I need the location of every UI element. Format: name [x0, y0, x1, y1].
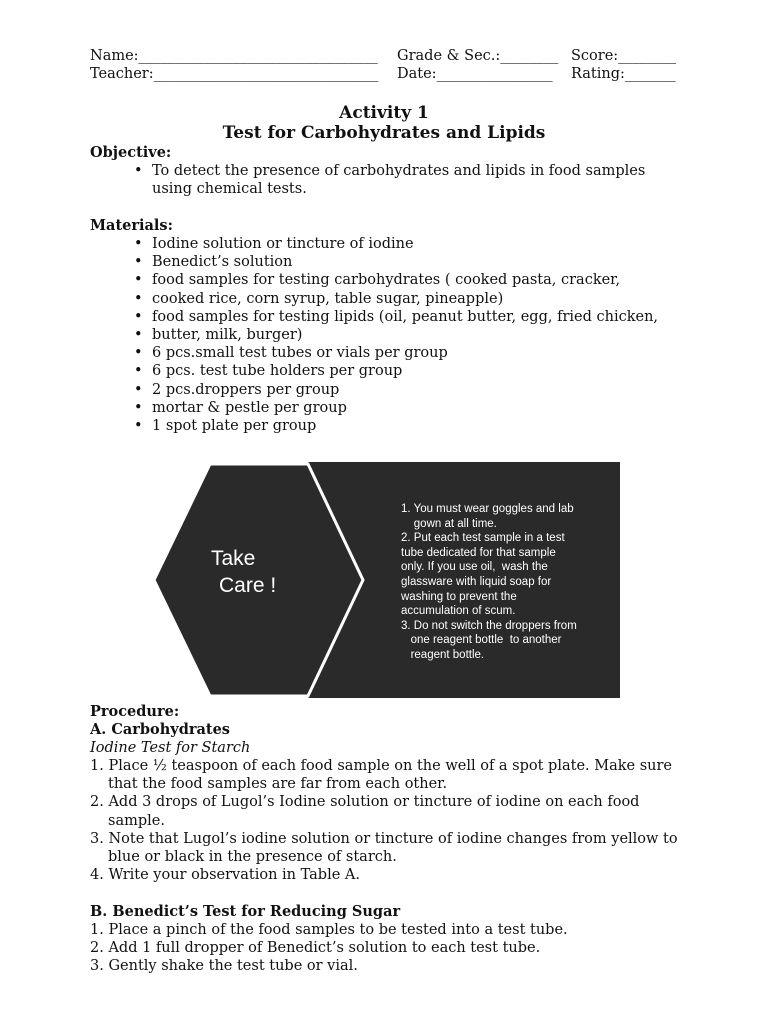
materials-bullet: •: [134, 254, 143, 271]
safety-note-line: glassware with liquid soap for: [401, 576, 552, 588]
materials-bullet: •: [134, 236, 143, 252]
materials-bullet: •: [134, 272, 143, 289]
materials-bullet: •: [134, 363, 143, 380]
procedure-step-line: 3. Gently shake the test tube or vial.: [90, 958, 358, 975]
procedure-step-line: blue or black in the presence of starch.: [108, 849, 397, 865]
safety-note-line: accumulation of scum.: [401, 605, 516, 618]
materials-bullet: •: [134, 327, 143, 343]
materials-bullet: •: [134, 418, 143, 434]
materials-heading: Materials:: [90, 217, 173, 234]
activity-title: Activity 1: [339, 103, 429, 123]
materials-item: food samples for testing carbohydrates ( cooked pasta, cracker,: [152, 272, 621, 289]
score-field[interactable]: Score:________: [571, 48, 677, 64]
procedure-step-line: 2. Add 1 full dropper of Benedict’s solution to each test tube.: [90, 940, 541, 957]
activity-subtitle: Test for Carbohydrates and Lipids: [222, 123, 546, 143]
safety-note-line: 1. You must wear goggles and lab: [401, 503, 574, 515]
procedure-step-line: 1. Place ½ teaspoon of each food sample on the well of a spot plate. Make sure: [90, 758, 673, 774]
objective-bullet: •: [134, 163, 143, 179]
materials-bullet: •: [134, 290, 143, 307]
safety-note-line: tube dedicated for that sample: [401, 546, 556, 559]
materials-item: cooked rice, corn syrup, table sugar, pineapple): [152, 290, 504, 307]
materials-item: 6 pcs.small test tubes or vials per group: [152, 345, 448, 362]
safety-note-line: gown at all time.: [401, 517, 497, 530]
materials-item: mortar & pestle per group: [152, 399, 347, 416]
procedure-step-line: 2. Add 3 drops of Lugol’s Iodine solution or tincture of iodine on each food: [90, 794, 640, 811]
teacher-field[interactable]: Teacher:_______________________________: [90, 66, 379, 82]
objective-line: To detect the presence of carbohydrates and lipids in food samples: [152, 163, 646, 179]
materials-item: 2 pcs.droppers per group: [152, 381, 340, 398]
materials-item: 6 pcs. test tube holders per group: [152, 363, 403, 380]
benedicts-test-heading: B. Benedict’s Test for Reducing Sugar: [90, 903, 401, 920]
materials-item: food samples for testing lipids (oil, peanut butter, egg, fried chicken,: [152, 308, 659, 325]
materials-item: Iodine solution or tincture of iodine: [152, 236, 414, 252]
safety-note-line: 3. Do not switch the droppers from: [401, 619, 577, 632]
materials-item: butter, milk, burger): [152, 327, 303, 343]
materials-bullet: •: [134, 308, 143, 325]
safety-note-line: reagent bottle.: [401, 649, 485, 661]
materials-item: Benedict’s solution: [152, 254, 293, 271]
take-care-title: Care !: [219, 574, 277, 597]
procedure-heading: Procedure:: [90, 703, 180, 720]
grade-section-field[interactable]: Grade & Sec.:________: [397, 48, 559, 64]
safety-note-line: 2. Put each test sample in a test: [401, 532, 565, 545]
materials-item: 1 spot plate per group: [152, 418, 317, 434]
carbohydrates-heading: A. Carbohydrates: [90, 721, 230, 738]
objective-line: using chemical tests.: [152, 181, 307, 197]
materials-bullet: •: [134, 381, 143, 398]
procedure-step-line: 1. Place a pinch of the food samples to be tested into a test tube.: [90, 922, 568, 938]
date-field[interactable]: Date:________________: [397, 66, 553, 82]
safety-note-line: washing to prevent the: [401, 590, 517, 603]
safety-note-line: only. If you use oil, wash the: [401, 561, 548, 574]
name-field[interactable]: Name:_________________________________: [90, 48, 378, 64]
procedure-step-line: 4. Write your observation in Table A.: [90, 867, 360, 884]
procedure-step-line: 3. Note that Lugol’s iodine solution or tincture of iodine changes from yellow to: [90, 830, 678, 847]
objective-heading: Objective:: [90, 144, 172, 161]
iodine-test-subheading: Iodine Test for Starch: [90, 740, 251, 756]
procedure-step-line: sample.: [108, 812, 165, 829]
safety-note-line: one reagent bottle to another: [401, 634, 562, 647]
materials-bullet: •: [134, 399, 143, 416]
procedure-step-line: that the food samples are far from each other.: [108, 776, 448, 793]
materials-bullet: •: [134, 345, 143, 362]
take-care-title: Take: [211, 547, 256, 570]
rating-field[interactable]: Rating:_______: [571, 66, 676, 82]
